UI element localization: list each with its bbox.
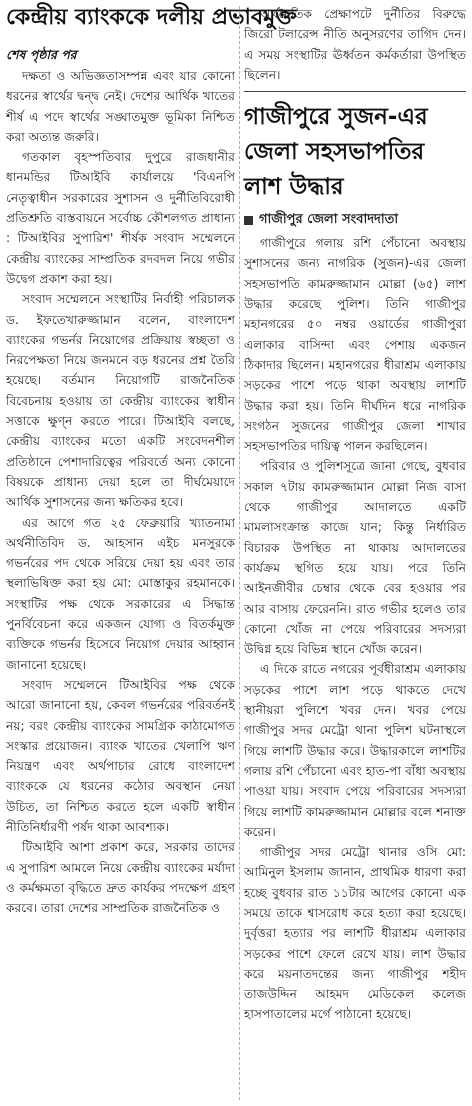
right-column [244, 4, 466, 1102]
right-top-paragraph: অর্থনৈতিক প্রেক্ষাপটে দুর্নীতির বিরুদ্ধে জিরো টলারেন্স নীতি অনুসরণের তাগিদ দেন। এ সময় সংস্থাটির ঊর্ধ্বতন কর্মকর্তারা উপস্থিত ছিলেন। [244, 7, 466, 82]
left-column [6, 46, 235, 1100]
byline-text: গাজীপুর জেলা সংবাদদাতা [259, 212, 399, 228]
left-paragraph-2: গতকাল বৃহস্পতিবার দুপুরে রাজধানীর ধানমন্ডির টিআইবি কার্যালয়ে 'বিএনপি নেতৃত্বাধীন সরকারের সুশাসন ও দুর্নীতিবিরোধী প্রতিশ্রুতি বাস্তবায়নে সর্বোচ্চ কৌশলগত প্রাধান্য : টিআইবির সুপারিশ' শীর্ষক সংবাদ সম্মেলনে কেন্দ্রীয় ব্যাংকের সাম্প্রতিক রদবদল নিয়ে গভীর উদ্বেগ প্রকাশ করা হয়। [6, 150, 235, 286]
story-separator [244, 91, 466, 92]
left-paragraph-1: দক্ষতা ও অভিজ্ঞতাসম্পন্ন এবং যার কোনো ধরনের স্বার্থের দ্বন্দ্ব নেই। দেশের আর্থিক খাতের শীর্ষ এ পদে স্বার্থের সঙ্ঘাতমুক্ত ভূমিকা নিশ্চিত করা অত্যন্ত জরুরি। [6, 69, 235, 144]
right-paragraph-2: পরিবার ও পুলিশসূত্রে জানা গেছে, বুধবার সকাল ৭টায় কামরুজ্জামান মোল্লা নিজ বাসা থেকে গাজীপুর আদালতে একটি মামলাসংক্রান্ত কাজে যান; কিন্তু নির্ধারিত বিচারক উপস্থিত না থাকায় আদালতের কার্যক্রম স্থগিত হয়ে যায়। পরে তিনি আইনজীবীর চেম্বার থেকে বের হওয়ার পর আর বাসায় ফেরেননি। রাত গভীর হলেও তার কোনো খোঁজ না পেয়ে পরিবারের সদস্যরা উদ্বিগ্ন হয়ে বিভিন্ন স্থানে খোঁজ করেন। [244, 459, 466, 657]
left-paragraph-5: সংবাদ সম্মেলনে টিআইবির পক্ষ থেকে আরো জানানো হয়, কেবল গভর্নরের পরিবর্তনই নয়; বরং কেন্দ্রীয় ব্যাংকের সামগ্রিক কাঠামোগত সংস্কার প্রয়োজন। ব্যাংক খাতের খেলাপি ঋণ নিয়ন্ত্রণ এবং অর্থপাচার রোধে বাংলাদেশ ব্যাংককে যে ধরনের কঠোর অবস্থান নেয়া উচিত, তা নিশ্চিত করতে হলে একটি স্বাধীন নীতিনির্ধারণী পর্ষদ থাকা আবশ্যক। [6, 677, 235, 834]
right-paragraph-3: এ দিকে রাতে নগরের পূর্বধীরাশ্রম এলাকায় সড়কের পাশে লাশ পড়ে থাকতে দেখে স্থানীয়রা পুলিশে খবর দেন। খবর পেয়ে গাজীপুর সদর মেট্রো থানা পুলিশ ঘটনাস্থলে গিয়ে লাশটি উদ্ধার করে। উদ্ধারকালে লাশটির গলায় রশি পেঁচানো এবং হাত-পা বাঁধা অবস্থায় পাওয়া যায়। সংবাদ পেয়ে পরিবারের সদস্যরা গিয়ে লাশটি কামরুজ্জামান মোল্লার বলে শনাক্ত করেন। [244, 662, 466, 839]
left-paragraph-3: সংবাদ সম্মেলনে সংস্থাটির নির্বাহী পরিচালক ড. ইফতেখারুজ্জামান বলেন, বাংলাদেশ ব্যাংকের গভর্নর নিয়োগের প্রক্রিয়ায় স্বচ্ছতা ও নিরপেক্ষতা নিয়ে জনমনে বড় ধরনের প্রশ্ন তৈরি হয়েছে। বর্তমান নিয়োগটি রাজনৈতিক বিবেচনায় হওয়ায় তা কেন্দ্রীয় ব্যাংকের স্বাধীন সত্তাকে ক্ষুণ্ন করতে পারে। টিআইবি বলছে, কেন্দ্রীয় ব্যাংকের মতো একটি সংবেদনশীল প্রতিষ্ঠানে পেশাদারিত্বের পরিবর্তে অন্য কোনো বিষয়কে প্রাধান্য দেয়া হলে তা দীর্ঘমেয়াদে আর্থিক সুশাসনের জন্য ক্ষতিকর হবে। [6, 292, 235, 510]
right-paragraph-1: গাজীপুরে গলায় রশি পেঁচানো অবস্থায় সুশাসনের জন্য নাগরিক (সুজন)-এর জেলা সহসভাপতি কামরুজ্জামান মোল্লা (৬৫) লাশ উদ্ধার করেছে পুলিশ। তিনি গাজীপুর মহানগরের ৫০ নম্বর ওয়ার্ডের গাজীপুরা এলাকার বাসিন্দা এবং পেশায় একজন ঠিকাদার ছিলেন। মহানগরের ধীরাশ্রম এলাকায় সড়কের পাশে পড়ে থাকা অবস্থায় লাশটি উদ্ধার করা হয়। তিনি দীর্ঘদিন ধরে নাগরিক সংগঠন সুজনের গাজীপুর জেলা শাখার সহসভাপতির দায়িত্ব পালন করছিলেন। [244, 236, 466, 454]
right-paragraph-4: গাজীপুর সদর মেট্রো থানার ওসি মো: আমিনুল ইসলাম জানান, প্রাথমিক ধারণা করা হচ্ছে বুধবার রাত ১১টার আগের কোনো এক সময়ে তাকে শ্বাসরোধ করে হত্যা করা হয়েছে। দুর্বৃত্তরা হত্যার পর লাশটি ধীরাশ্রম এলাকার সড়কের পাশে ফেলে রেখে যায়। লাশ উদ্ধার করে ময়নাতদন্তের জন্য গাজীপুর শহীদ তাজউদ্দিন আহমদ মেডিকেল কলেজ হাসপাতালের মর্গে পাঠানো হয়েছে। [244, 845, 466, 1022]
byline [244, 211, 466, 229]
square-bullet-icon [244, 216, 253, 225]
left-paragraph-4: এর আগে গত ২৫ ফেব্রুয়ারি খ্যাতনামা অর্থনীতিবিদ ড. আহসান এইচ মনসুরকে গভর্নরের পদ থেকে সরিয়ে দেয়া হয় এবং তার স্থলাভিষিক্ত করা হয় মো: মোস্তাকুর রহমানকে। সংস্থাটির পক্ষ থেকে সরকারের এ সিদ্ধান্ত পুনর্বিবেচনা করে একজন যোগ্য ও বিতর্কমুক্ত ব্যক্তিকে গভর্নর হিসেবে নিয়োগ দেয়ার আহ্বান জানানো হয়েছে। [6, 515, 235, 672]
right-story-headline: গাজীপুরে সুজন-এর জেলা সহসভাপতির লাশ উদ্ধার [244, 104, 428, 201]
left-story-headline: কেন্দ্রীয় ব্যাংককে দলীয় প্রভাবমুক্ত [6, 5, 297, 30]
continued-label: শেষ পৃষ্ঠার পর [6, 47, 77, 62]
left-paragraph-6: টিআইবি আশা প্রকাশ করে, সরকার তাদের এ সুপারিশ আমলে নিয়ে কেন্দ্রীয় ব্যাংকের মর্যাদা ও কর্মক্ষমতা বৃদ্ধিতে দ্রুত কার্যকর পদক্ষেপ গ্রহণ করবে। তারা দেশের সাম্প্রতিক রাজনৈতিক ও [6, 840, 235, 916]
column-divider [239, 6, 240, 1100]
